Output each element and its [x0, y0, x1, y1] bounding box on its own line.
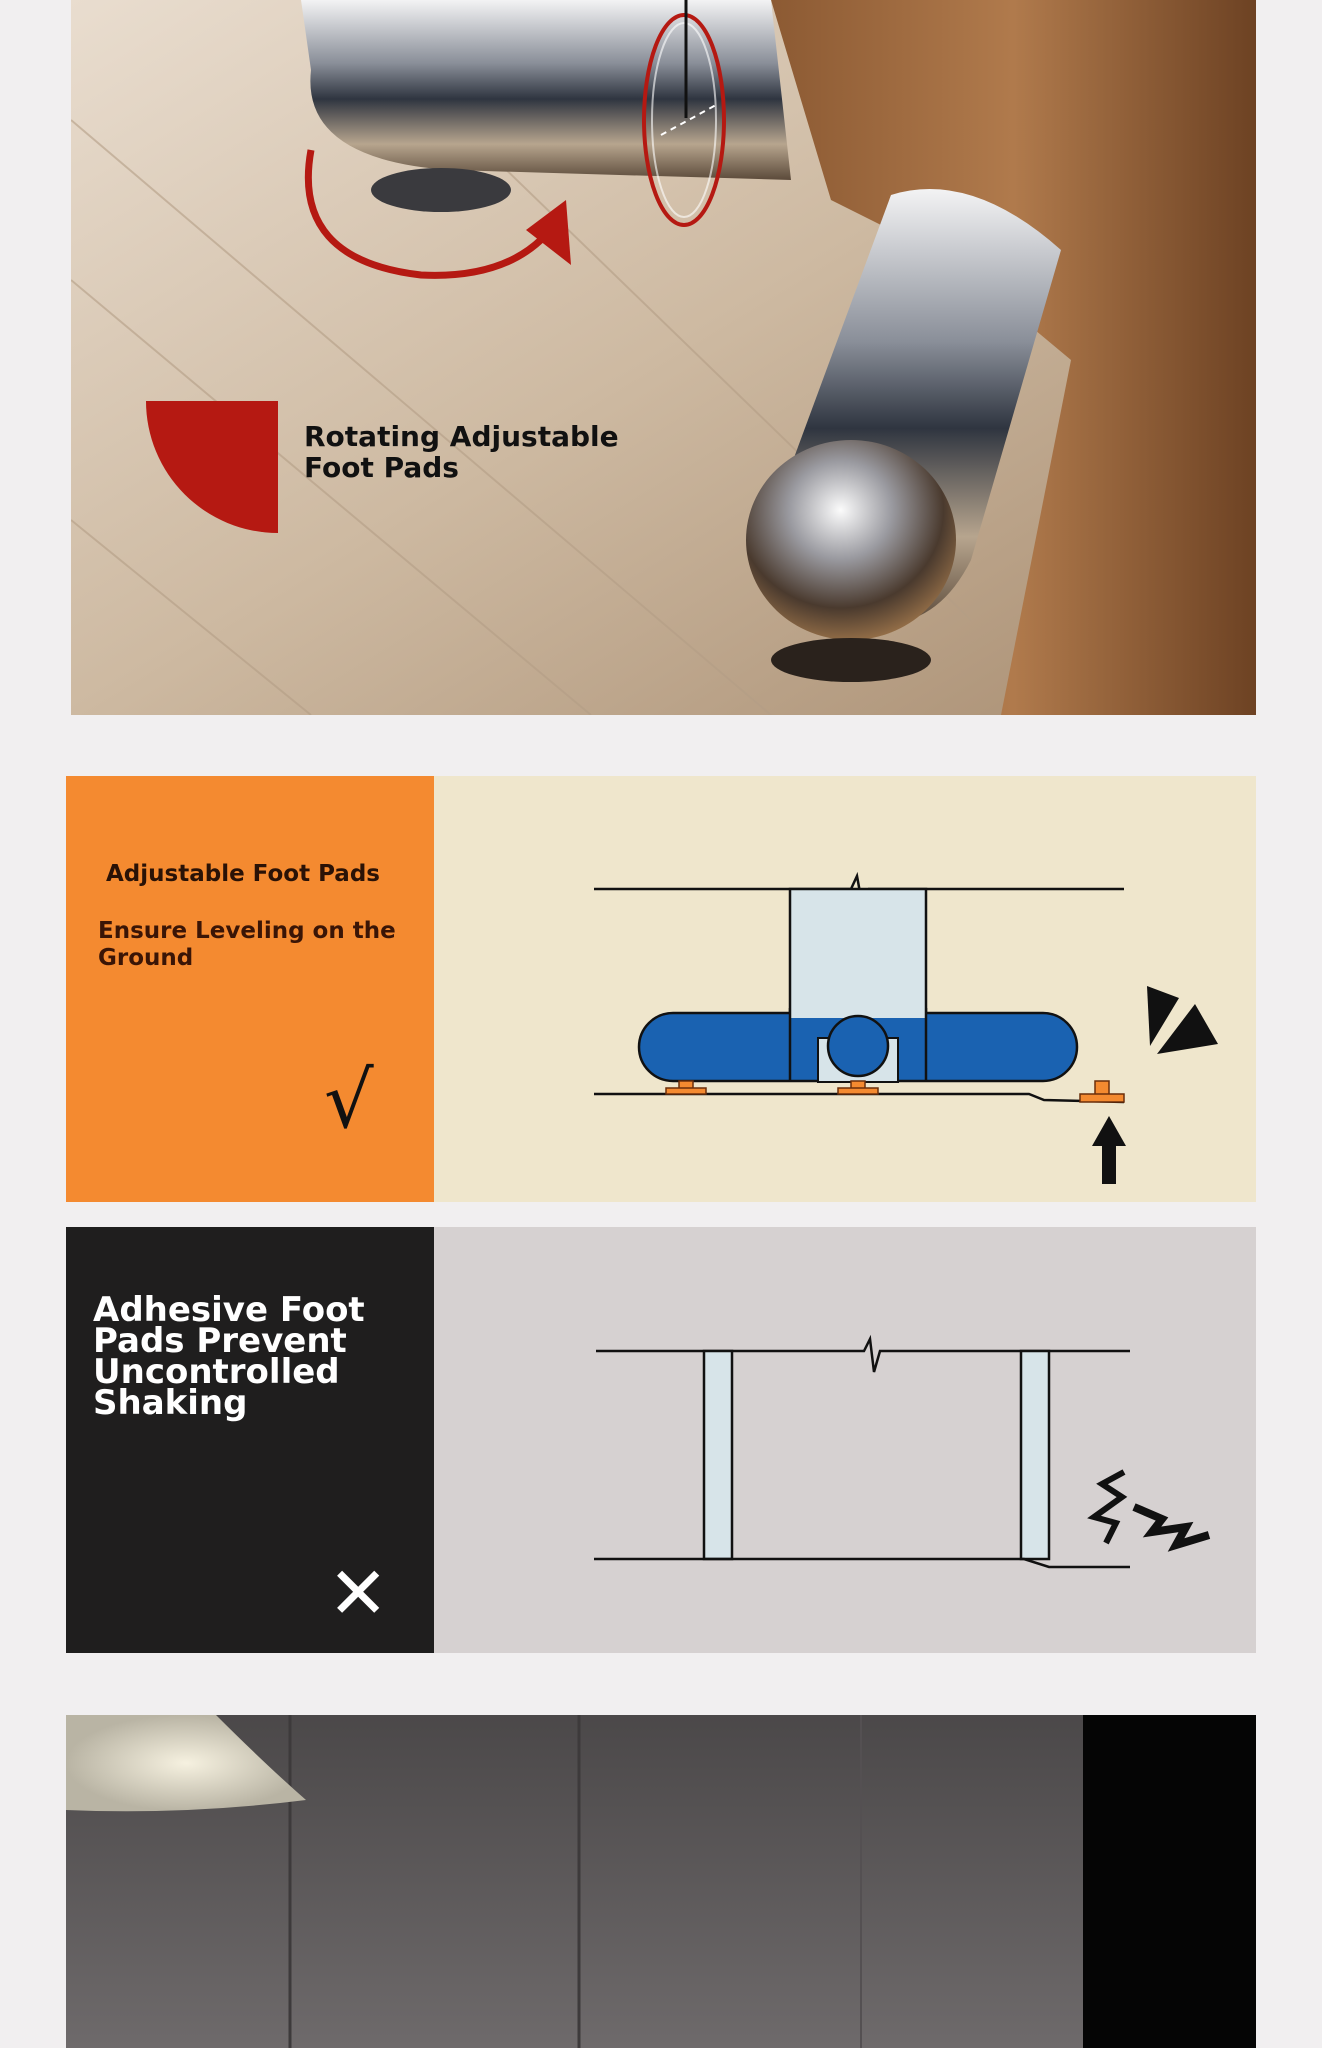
shaking-diagram	[434, 1227, 1256, 1653]
cross-icon: ✕	[328, 1551, 389, 1635]
check-icon: √	[324, 1056, 374, 1146]
leg-right	[1021, 1351, 1049, 1559]
up-arrow-icon	[1092, 1116, 1126, 1184]
hero-label-line-2: Foot Pads	[304, 451, 459, 484]
orange-foot-pads	[666, 1081, 1124, 1102]
chrome-leg-photo	[71, 0, 1256, 715]
leveling-diagram	[434, 776, 1256, 1202]
good-panel-subtitle: Ensure Leveling on the Ground	[98, 918, 396, 971]
floor-line	[594, 1094, 1124, 1102]
comparison-row-bad	[66, 1227, 1256, 1653]
hero-label	[304, 421, 624, 483]
leg-left	[704, 1351, 732, 1559]
bad-panel	[66, 1227, 434, 1653]
good-panel	[66, 776, 434, 1202]
room-photo	[66, 1715, 1256, 2048]
good-panel-title: Adjustable Foot Pads	[106, 861, 380, 887]
bad-panel-title: Adhesive Foot Pads Prevent Uncontrolled Shaking	[93, 1290, 365, 1423]
shake-icon	[1094, 1472, 1124, 1543]
comparison-row-good	[66, 776, 1256, 1202]
hero-label-line-1: Rotating Adjustable	[304, 420, 619, 453]
hero-photo	[71, 0, 1256, 715]
